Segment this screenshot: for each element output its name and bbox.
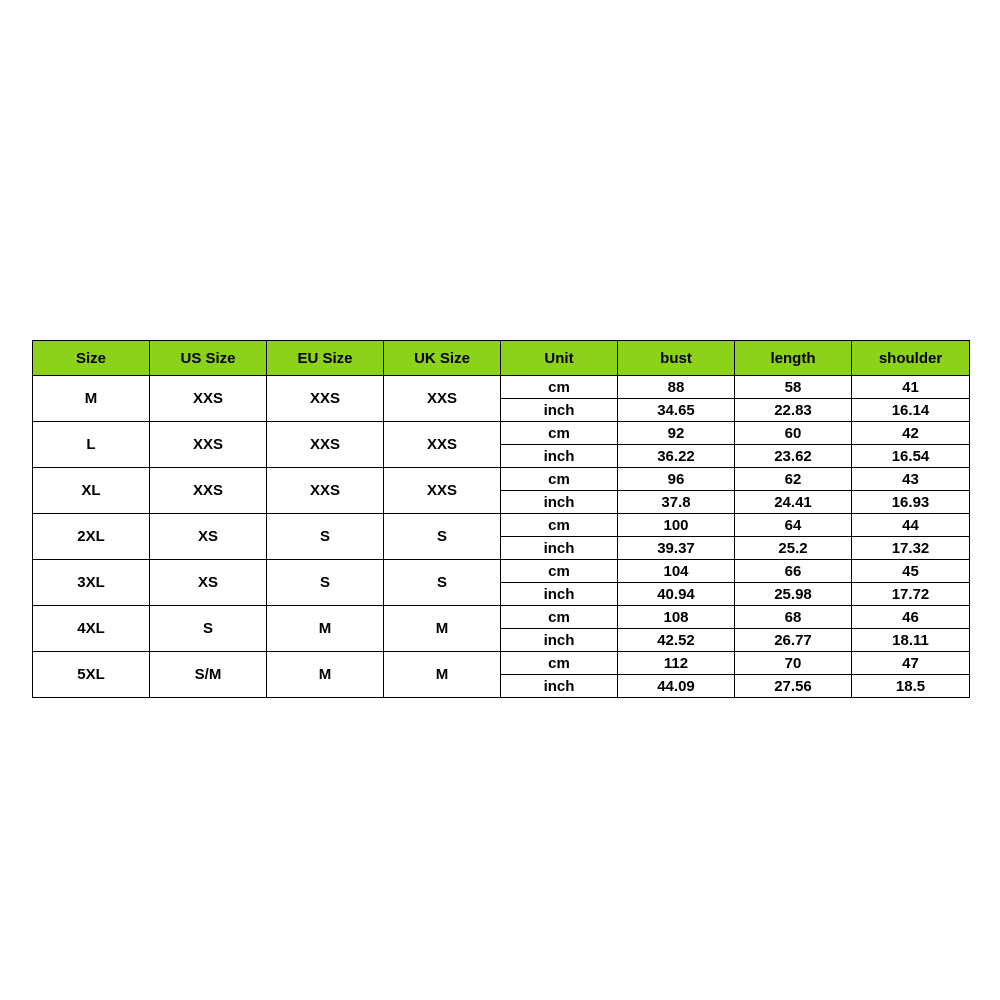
- bust-inch-cell: 39.37: [618, 537, 735, 560]
- table-row: [33, 560, 970, 583]
- length-cm-cell: 60: [735, 422, 852, 445]
- header-uk-size: UK Size: [384, 341, 501, 376]
- unit-cm-cell: cm: [501, 422, 618, 445]
- us-size-cell: XXS: [150, 376, 267, 422]
- bust-cm-cell: 112: [618, 652, 735, 675]
- bust-cm-cell: 96: [618, 468, 735, 491]
- eu-size-cell: XXS: [267, 468, 384, 514]
- eu-size-cell: M: [267, 652, 384, 698]
- uk-size-cell: XXS: [384, 468, 501, 514]
- length-inch-cell: 25.98: [735, 583, 852, 606]
- bust-cm-cell: 92: [618, 422, 735, 445]
- shoulder-cm-cell: 47: [852, 652, 970, 675]
- shoulder-inch-cell: 17.72: [852, 583, 970, 606]
- unit-cm-cell: cm: [501, 652, 618, 675]
- length-cm-cell: 68: [735, 606, 852, 629]
- shoulder-cm-cell: 45: [852, 560, 970, 583]
- header-shoulder: shoulder: [852, 341, 970, 376]
- unit-cm-cell: cm: [501, 560, 618, 583]
- bust-inch-cell: 40.94: [618, 583, 735, 606]
- shoulder-inch-cell: 17.32: [852, 537, 970, 560]
- unit-inch-cell: inch: [501, 399, 618, 422]
- shoulder-inch-cell: 16.14: [852, 399, 970, 422]
- eu-size-cell: XXS: [267, 422, 384, 468]
- us-size-cell: S: [150, 606, 267, 652]
- length-inch-cell: 24.41: [735, 491, 852, 514]
- table-row: [33, 652, 970, 675]
- shoulder-inch-cell: 16.93: [852, 491, 970, 514]
- size-cell: L: [33, 422, 150, 468]
- eu-size-cell: S: [267, 560, 384, 606]
- length-inch-cell: 22.83: [735, 399, 852, 422]
- size-cell: XL: [33, 468, 150, 514]
- unit-cm-cell: cm: [501, 606, 618, 629]
- unit-cm-cell: cm: [501, 468, 618, 491]
- header-eu-size: EU Size: [267, 341, 384, 376]
- us-size-cell: XS: [150, 560, 267, 606]
- size-cell: 2XL: [33, 514, 150, 560]
- bust-inch-cell: 34.65: [618, 399, 735, 422]
- unit-cm-cell: cm: [501, 514, 618, 537]
- shoulder-cm-cell: 44: [852, 514, 970, 537]
- header-bust: bust: [618, 341, 735, 376]
- length-inch-cell: 23.62: [735, 445, 852, 468]
- header-row: [33, 341, 970, 376]
- table-row: [33, 514, 970, 537]
- us-size-cell: XXS: [150, 468, 267, 514]
- length-cm-cell: 58: [735, 376, 852, 399]
- shoulder-inch-cell: 16.54: [852, 445, 970, 468]
- shoulder-cm-cell: 41: [852, 376, 970, 399]
- bust-inch-cell: 44.09: [618, 675, 735, 698]
- table-row: [33, 376, 970, 399]
- shoulder-cm-cell: 46: [852, 606, 970, 629]
- shoulder-cm-cell: 43: [852, 468, 970, 491]
- unit-cm-cell: cm: [501, 376, 618, 399]
- uk-size-cell: S: [384, 560, 501, 606]
- us-size-cell: XXS: [150, 422, 267, 468]
- eu-size-cell: S: [267, 514, 384, 560]
- length-inch-cell: 25.2: [735, 537, 852, 560]
- unit-inch-cell: inch: [501, 629, 618, 652]
- table-row: [33, 468, 970, 491]
- us-size-cell: XS: [150, 514, 267, 560]
- shoulder-cm-cell: 42: [852, 422, 970, 445]
- size-chart-body: [33, 376, 970, 698]
- table-row: [33, 606, 970, 629]
- header-unit: Unit: [501, 341, 618, 376]
- header-length: length: [735, 341, 852, 376]
- size-cell: 5XL: [33, 652, 150, 698]
- shoulder-inch-cell: 18.11: [852, 629, 970, 652]
- header-size: Size: [33, 341, 150, 376]
- unit-inch-cell: inch: [501, 445, 618, 468]
- bust-cm-cell: 104: [618, 560, 735, 583]
- size-cell: 3XL: [33, 560, 150, 606]
- header-us-size: US Size: [150, 341, 267, 376]
- size-cell: 4XL: [33, 606, 150, 652]
- uk-size-cell: XXS: [384, 422, 501, 468]
- uk-size-cell: S: [384, 514, 501, 560]
- table-row: [33, 422, 970, 445]
- length-cm-cell: 64: [735, 514, 852, 537]
- length-cm-cell: 66: [735, 560, 852, 583]
- eu-size-cell: M: [267, 606, 384, 652]
- uk-size-cell: XXS: [384, 376, 501, 422]
- bust-cm-cell: 108: [618, 606, 735, 629]
- unit-inch-cell: inch: [501, 583, 618, 606]
- shoulder-inch-cell: 18.5: [852, 675, 970, 698]
- unit-inch-cell: inch: [501, 675, 618, 698]
- length-inch-cell: 26.77: [735, 629, 852, 652]
- unit-inch-cell: inch: [501, 537, 618, 560]
- length-cm-cell: 62: [735, 468, 852, 491]
- uk-size-cell: M: [384, 606, 501, 652]
- uk-size-cell: M: [384, 652, 501, 698]
- bust-inch-cell: 42.52: [618, 629, 735, 652]
- size-chart-table: [32, 340, 970, 698]
- length-inch-cell: 27.56: [735, 675, 852, 698]
- bust-inch-cell: 36.22: [618, 445, 735, 468]
- us-size-cell: S/M: [150, 652, 267, 698]
- bust-cm-cell: 88: [618, 376, 735, 399]
- unit-inch-cell: inch: [501, 491, 618, 514]
- bust-cm-cell: 100: [618, 514, 735, 537]
- eu-size-cell: XXS: [267, 376, 384, 422]
- size-cell: M: [33, 376, 150, 422]
- length-cm-cell: 70: [735, 652, 852, 675]
- bust-inch-cell: 37.8: [618, 491, 735, 514]
